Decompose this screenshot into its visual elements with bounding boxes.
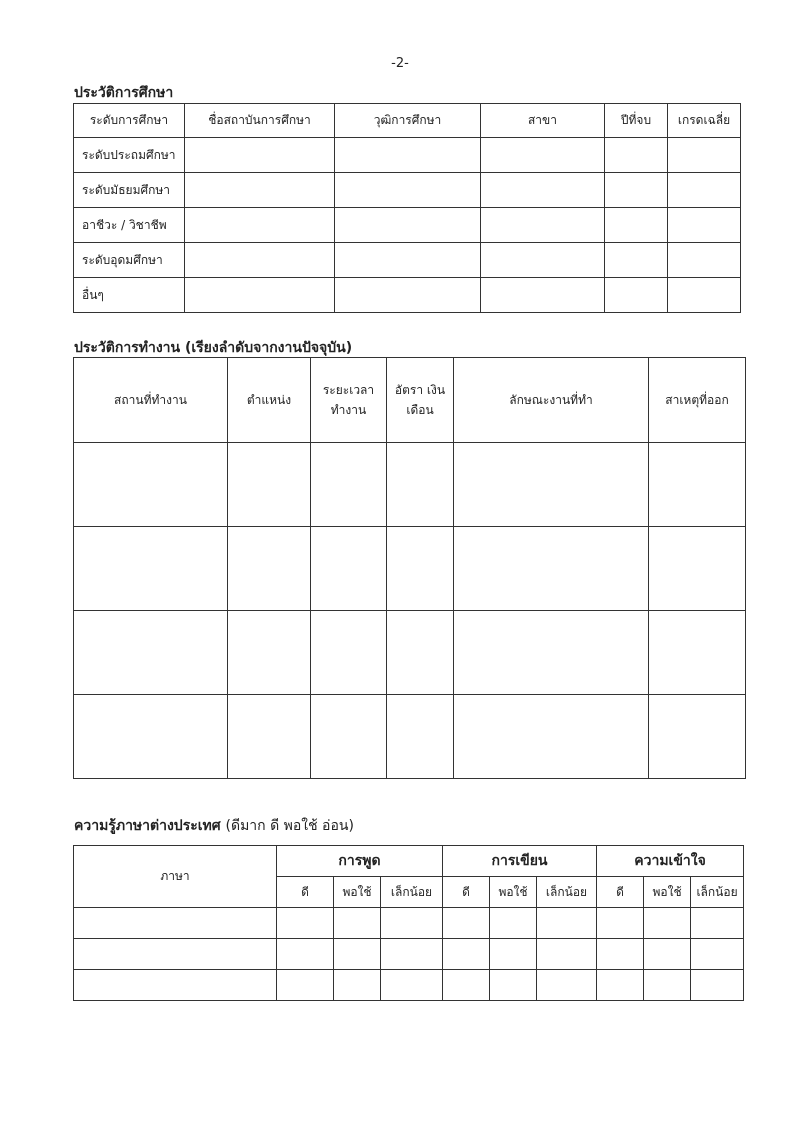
input-cell[interactable] xyxy=(277,908,334,939)
input-cell[interactable] xyxy=(649,527,746,611)
input-cell[interactable] xyxy=(490,908,537,939)
input-cell[interactable] xyxy=(443,939,490,970)
input-cell[interactable] xyxy=(597,908,644,939)
row-label: ระดับอุดมศึกษา xyxy=(74,243,185,278)
input-cell[interactable] xyxy=(644,970,691,1001)
input-cell[interactable] xyxy=(668,138,741,173)
level-good: ดี xyxy=(443,877,490,908)
work-title xyxy=(74,337,352,359)
input-cell[interactable] xyxy=(454,611,649,695)
level-fair: พอใช้ xyxy=(334,877,381,908)
input-cell[interactable] xyxy=(74,611,228,695)
input-cell[interactable] xyxy=(454,443,649,527)
input-cell[interactable] xyxy=(668,278,741,313)
input-cell[interactable] xyxy=(481,243,605,278)
table-row xyxy=(74,173,741,208)
input-cell[interactable] xyxy=(335,173,481,208)
input-cell[interactable] xyxy=(185,278,335,313)
input-cell[interactable] xyxy=(691,970,744,1001)
col-language: ภาษา xyxy=(74,846,277,908)
table-row xyxy=(74,243,741,278)
col-gpa: เกรดเฉลี่ย xyxy=(668,104,741,138)
input-cell[interactable] xyxy=(381,908,443,939)
input-cell[interactable] xyxy=(387,611,454,695)
input-cell[interactable] xyxy=(443,908,490,939)
table-row xyxy=(74,208,741,243)
input-cell[interactable] xyxy=(335,208,481,243)
input-cell[interactable] xyxy=(311,611,387,695)
table-row xyxy=(74,908,744,939)
input-cell[interactable] xyxy=(490,970,537,1001)
input-cell[interactable] xyxy=(74,695,228,779)
input-cell[interactable] xyxy=(649,695,746,779)
level-little: เล็กน้อย xyxy=(381,877,443,908)
input-cell[interactable] xyxy=(228,527,311,611)
input-cell[interactable] xyxy=(185,138,335,173)
input-cell[interactable] xyxy=(481,278,605,313)
input-cell[interactable] xyxy=(74,970,277,1001)
input-cell[interactable] xyxy=(605,278,668,313)
level-little: เล็กน้อย xyxy=(691,877,744,908)
input-cell[interactable] xyxy=(311,527,387,611)
input-cell[interactable] xyxy=(277,939,334,970)
input-cell[interactable] xyxy=(335,138,481,173)
table-row xyxy=(74,443,746,527)
col-graduation-year: ปีที่จบ xyxy=(605,104,668,138)
input-cell[interactable] xyxy=(228,695,311,779)
col-major: สาขา xyxy=(481,104,605,138)
level-fair: พอใช้ xyxy=(490,877,537,908)
input-cell[interactable] xyxy=(335,278,481,313)
input-cell[interactable] xyxy=(74,939,277,970)
col-position: ตำแหน่ง xyxy=(228,358,311,443)
education-table xyxy=(73,103,741,313)
input-cell[interactable] xyxy=(644,908,691,939)
col-workplace: สถานที่ทำงาน xyxy=(74,358,228,443)
level-good: ดี xyxy=(277,877,334,908)
input-cell[interactable] xyxy=(597,970,644,1001)
input-cell[interactable] xyxy=(334,908,381,939)
group-writing: การเขียน xyxy=(443,846,597,877)
input-cell[interactable] xyxy=(334,939,381,970)
input-cell[interactable] xyxy=(334,970,381,1001)
input-cell[interactable] xyxy=(537,939,597,970)
input-cell[interactable] xyxy=(490,939,537,970)
table-row xyxy=(74,970,744,1001)
input-cell[interactable] xyxy=(387,527,454,611)
table-row xyxy=(74,939,744,970)
work-title-note: (เรียงลำดับจากงานปัจจุบัน) xyxy=(184,340,353,356)
table-row xyxy=(74,527,746,611)
input-cell[interactable] xyxy=(481,138,605,173)
input-cell[interactable] xyxy=(537,908,597,939)
table-row xyxy=(74,138,741,173)
input-cell[interactable] xyxy=(481,173,605,208)
row-label: ระดับประถมศึกษา xyxy=(74,138,185,173)
row-label: ระดับมัธยมศึกษา xyxy=(74,173,185,208)
level-good: ดี xyxy=(597,877,644,908)
col-education-level: ระดับการศึกษา xyxy=(74,104,185,138)
row-label: อื่นๆ xyxy=(74,278,185,313)
input-cell[interactable] xyxy=(335,243,481,278)
input-cell[interactable] xyxy=(644,939,691,970)
level-little: เล็กน้อย xyxy=(537,877,597,908)
input-cell[interactable] xyxy=(668,173,741,208)
input-cell[interactable] xyxy=(605,173,668,208)
col-salary: อัตรา เงินเดือน xyxy=(387,358,454,443)
input-cell[interactable] xyxy=(74,527,228,611)
input-cell[interactable] xyxy=(454,695,649,779)
page-number: -2- xyxy=(391,56,409,71)
col-institution: ชื่อสถาบันการศึกษา xyxy=(185,104,335,138)
input-cell[interactable] xyxy=(387,443,454,527)
col-reason-for-leaving: สาเหตุที่ออก xyxy=(649,358,746,443)
col-duration: ระยะเวลา ทำงาน xyxy=(311,358,387,443)
input-cell[interactable] xyxy=(691,939,744,970)
table-row xyxy=(74,278,741,313)
input-cell[interactable] xyxy=(605,138,668,173)
input-cell[interactable] xyxy=(74,908,277,939)
input-cell[interactable] xyxy=(311,695,387,779)
input-cell[interactable] xyxy=(605,208,668,243)
row-label: อาชีวะ / วิชาชีพ xyxy=(74,208,185,243)
input-cell[interactable] xyxy=(597,939,644,970)
input-cell[interactable] xyxy=(668,243,741,278)
input-cell[interactable] xyxy=(74,443,228,527)
input-cell[interactable] xyxy=(228,443,311,527)
input-cell[interactable] xyxy=(691,908,744,939)
input-cell[interactable] xyxy=(481,208,605,243)
input-cell[interactable] xyxy=(537,970,597,1001)
input-cell[interactable] xyxy=(387,695,454,779)
work-title-text: ประวัติการทำงาน xyxy=(74,340,181,356)
input-cell[interactable] xyxy=(311,443,387,527)
input-cell[interactable] xyxy=(381,939,443,970)
col-job-description: ลักษณะงานที่ทำ xyxy=(454,358,649,443)
input-cell[interactable] xyxy=(381,970,443,1001)
language-title xyxy=(74,815,354,837)
table-row xyxy=(74,611,746,695)
input-cell[interactable] xyxy=(443,970,490,1001)
group-understanding: ความเข้าใจ xyxy=(597,846,744,877)
input-cell[interactable] xyxy=(454,527,649,611)
input-cell[interactable] xyxy=(185,173,335,208)
work-table xyxy=(73,357,746,779)
input-cell[interactable] xyxy=(649,443,746,527)
input-cell[interactable] xyxy=(277,970,334,1001)
col-qualification: วุฒิการศึกษา xyxy=(335,104,481,138)
input-cell[interactable] xyxy=(185,208,335,243)
input-cell[interactable] xyxy=(185,243,335,278)
table-row xyxy=(74,695,746,779)
input-cell[interactable] xyxy=(228,611,311,695)
group-speaking: การพูด xyxy=(277,846,443,877)
education-title: ประวัติการศึกษา xyxy=(74,85,174,101)
level-fair: พอใช้ xyxy=(644,877,691,908)
language-table xyxy=(73,845,744,1001)
input-cell[interactable] xyxy=(668,208,741,243)
input-cell[interactable] xyxy=(605,243,668,278)
language-title-text: ความรู้ภาษาต่างประเทศ xyxy=(74,818,221,834)
language-title-note: (ดีมาก ดี พอใช้ อ่อน) xyxy=(225,818,354,834)
input-cell[interactable] xyxy=(649,611,746,695)
